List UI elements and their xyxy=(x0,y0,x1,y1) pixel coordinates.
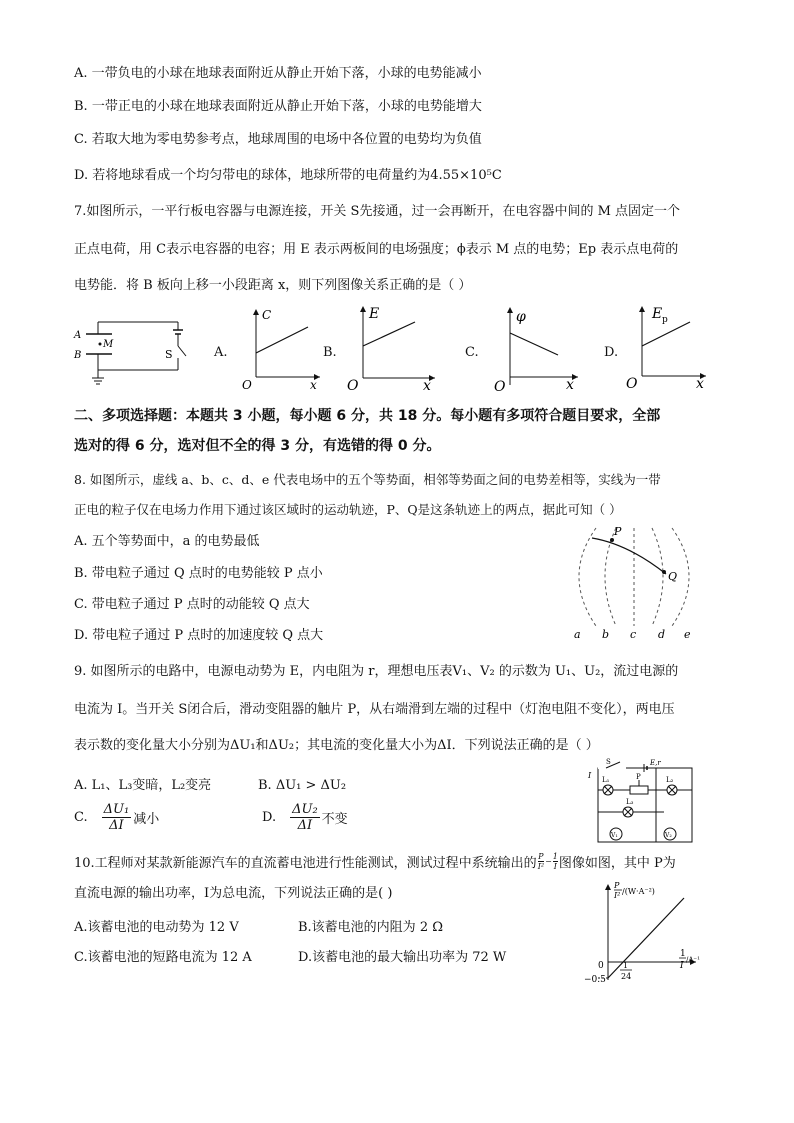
q6-option-b: B. 一带正电的小球在地球表面附近从静止开始下落，小球的电势能增大 xyxy=(74,99,482,114)
lamp-l2-label: L₂ xyxy=(666,776,674,784)
q10-stem-line1-start: 10.工程师对某款新能源汽车的直流蓄电池进行性能测试，测试过程中系统输出的 xyxy=(74,856,537,871)
surface-c-label: c xyxy=(630,628,637,641)
q10-stem-line2: 直流电源的输出功率，I为总电流，下列说法正确的是( ) xyxy=(74,886,393,901)
q8-option-b: B. 带电粒子通过 Q 点时的电势能较 P 点小 xyxy=(74,566,323,581)
q7-option-c-label: C. xyxy=(465,345,479,360)
q10-frac2-den: I xyxy=(553,862,557,871)
graph-x-tick-num: 1 xyxy=(623,961,629,970)
q7-stem-line2: 正点电荷，用 C表示电容器的电容；用 E 表示两板间的电场强度；ϕ表示 M 点的电势；Ep 表示点电荷的 xyxy=(74,242,679,257)
surface-b-label: b xyxy=(602,628,610,641)
surface-d-label: d xyxy=(658,628,666,641)
graph-d-ylabel-sub: p xyxy=(662,315,668,325)
q7-stem-line3: 电势能．将 B 板向上移一小段距离 x，则下列图像关系正确的是（ ） xyxy=(74,278,472,293)
q8-stem-line2: 正电的粒子仅在电场力作用下通过该区域时的运动轨迹，P、Q是这条轨迹上的两点，据此可知（ ） xyxy=(74,502,622,517)
q8-option-c: C. 带电粒子通过 P 点时的动能较 Q 点大 xyxy=(74,597,310,612)
graph-y-frac-num: P xyxy=(614,881,620,890)
graph-y-frac-den: I² xyxy=(614,891,621,900)
lamp-l1-label: L₁ xyxy=(602,776,610,784)
q6-option-a: A. 一带负电的小球在地球表面附近从静止开始下落，小球的电势能减小 xyxy=(74,66,482,81)
graph-b-ylabel: E xyxy=(369,306,380,322)
q9-option-d-den: ΔI xyxy=(297,818,313,833)
q6-option-c: C. 若取大地为零电势参考点，地球周围的电场中各位置的电势均为负值 xyxy=(74,132,482,147)
point-m-label: M xyxy=(103,339,114,350)
plate-a-label: A xyxy=(74,330,82,341)
q10-graph xyxy=(584,880,704,985)
q9-option-a: A. L₁、L₃变暗，L₂变亮 xyxy=(74,778,212,793)
graph-b-xlabel: x xyxy=(423,378,431,392)
q10-frac1-den: I² xyxy=(537,862,545,871)
lamp-l3-label: L₃ xyxy=(626,798,634,806)
point-q-label: Q xyxy=(668,570,678,583)
graph-a-ylabel: C xyxy=(262,308,272,322)
graph-d-xlabel: x xyxy=(696,376,704,392)
q9-option-c-num: ΔU₁ xyxy=(103,802,130,817)
q7-stem-line1: 7.如图所示，一平行板电容器与电源连接，开关 S先接通，过一会再断开，在电容器中间的 M 点固定一个 xyxy=(74,204,681,219)
switch-s-label: S xyxy=(606,758,611,766)
graph-d-origin: O xyxy=(626,376,638,392)
q9-option-d xyxy=(262,802,348,833)
q7-option-a-label: A. xyxy=(214,345,228,360)
graph-y-unit: /(W·A⁻²) xyxy=(622,887,655,896)
q7-graph-d xyxy=(622,302,712,392)
q8-option-a: A. 五个等势面中，a 的电势最低 xyxy=(74,534,260,549)
q7-option-b-label: B. xyxy=(323,345,337,360)
q10-frac1-num: P xyxy=(538,852,544,861)
q9-option-d-prefix: D. xyxy=(262,810,277,825)
current-i-label: I xyxy=(588,771,592,780)
q7-graph-c xyxy=(490,305,585,395)
graph-d-ylabel: E xyxy=(652,306,663,322)
surface-e-label: e xyxy=(684,628,691,641)
graph-c-origin: O xyxy=(494,379,506,395)
graph-x-frac-den: I xyxy=(680,961,684,971)
q10-stem-line1: 10.工程师对某款新能源汽车的直流蓄电池进行性能测试，测试过程中系统输出的 $\frac{P}{\text{I²}}$ − $\frac{1}{I}$ 图像如图，其中 P为 xyxy=(74,852,676,871)
switch-label: S xyxy=(165,348,173,361)
q9-option-c-den: ΔI xyxy=(109,818,124,833)
graph-b-origin: O xyxy=(347,378,359,392)
graph-x-unit: /A⁻¹ xyxy=(686,956,700,964)
q9-stem-line2: 电流为 I。当开关 S闭合后，滑动变阻器的触片 P，从右端滑到左端的过程中（灯泡电阻不变化），两电压 xyxy=(74,702,675,717)
point-p-label: P xyxy=(614,525,622,538)
q9-option-b: B. ΔU₁ > ΔU₂ xyxy=(258,778,347,793)
q8-stem-line1: 8. 如图所示，虚线 a、b、c、d、e 代表电场中的五个等势面，相邻等势面之间的电势差相等，实线为一带 xyxy=(74,472,661,487)
q7-circuit-figure xyxy=(70,312,210,392)
q6-option-d: D. 若将地球看成一个均匀带电的球体，地球所带的电荷量约为4.55×10⁵C xyxy=(74,168,502,183)
q8-equipotential-figure xyxy=(568,524,698,644)
q7-graph-b xyxy=(345,302,440,392)
section2-header-line2: 选对的得 6 分，选对但不全的得 3 分，有选错的得 0 分。 xyxy=(74,438,441,454)
q8-option-d: D. 带电粒子通过 P 点时的加速度较 Q 点大 xyxy=(74,628,324,643)
graph-a-xlabel: x xyxy=(310,378,317,390)
q9-stem-line1: 9. 如图所示的电路中，电源电动势为 E，内电阻为 r，理想电压表V₁、V₂ 的示数为 U₁、U₂，流过电源的 xyxy=(74,664,679,679)
q7-option-d-label: D. xyxy=(604,345,619,360)
section2-header-line1: 二、多项选择题：本题共 3 小题，每小题 6 分，共 18 分。每小题有多项符合题目要求，全部 xyxy=(74,408,661,424)
q10-option-c: C.该蓄电池的短路电流为 12 A xyxy=(74,950,252,965)
graph-origin: 0 xyxy=(598,961,604,971)
graph-c-ylabel: φ xyxy=(516,309,526,325)
graph-y-intercept: −0.5 xyxy=(584,975,606,985)
q9-option-d-num: ΔU₂ xyxy=(292,802,318,817)
q10-option-b: B.该蓄电池的内阻为 2 Ω xyxy=(298,920,443,935)
q10-frac2-num: 1 xyxy=(552,852,558,861)
q9-option-c xyxy=(74,802,159,833)
q9-option-c-prefix: C. xyxy=(74,810,88,825)
voltmeter-v2-label: V₂ xyxy=(665,832,672,839)
q7-graph-a xyxy=(240,305,325,390)
q10-option-d: D.该蓄电池的最大输出功率为 72 W xyxy=(298,950,507,965)
q9-option-c-tail: 减小 xyxy=(133,812,160,827)
q9-option-d-tail: 不变 xyxy=(321,812,348,827)
q9-circuit-figure xyxy=(586,756,698,846)
q10-option-a: A.该蓄电池的电动势为 12 V xyxy=(74,920,239,935)
q10-stem-line1-end: 图像如图，其中 P为 xyxy=(558,856,676,871)
graph-c-xlabel: x xyxy=(566,377,574,393)
graph-x-tick-den: 24 xyxy=(621,972,632,981)
plate-b-label: B xyxy=(74,350,82,361)
q9-stem-line3: 表示数的变化量大小分别为ΔU₁和ΔU₂；其电流的变化量大小为ΔI．下列说法正确的是（ ） xyxy=(74,738,599,753)
voltmeter-v1-label: V₁ xyxy=(611,832,618,839)
graph-a-origin: O xyxy=(242,378,252,390)
slider-p-label: P xyxy=(636,773,641,781)
source-er-label: E,r xyxy=(650,759,661,767)
graph-x-frac-num: 1 xyxy=(680,949,686,959)
surface-a-label: a xyxy=(574,628,581,641)
